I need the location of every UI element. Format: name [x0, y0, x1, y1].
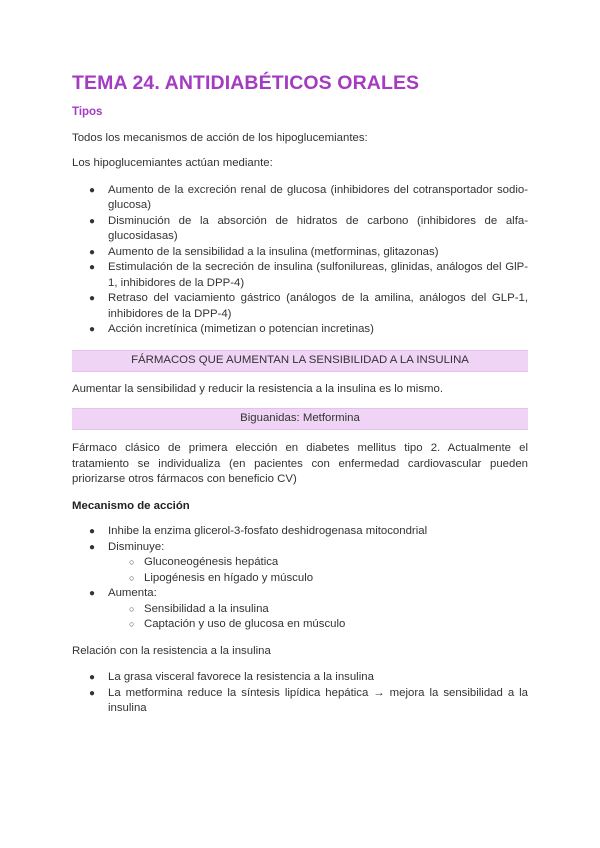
sub-bullet-icon: ○: [129, 557, 135, 567]
bullet-icon: ●: [89, 687, 96, 699]
sub-list: [108, 555, 528, 586]
list-item: ● Aumenta: ○ Sensibilidad a la insulina ○ Captación y uso de glucosa en músculo: [72, 586, 528, 633]
mechanism-list: [72, 524, 528, 633]
sub-list-item: ○ Sensibilidad a la insulina: [72, 602, 528, 618]
bullet-icon: ●: [89, 324, 96, 335]
sub-bullet-icon: ○: [129, 572, 135, 583]
bullet-icon: ●: [89, 672, 96, 683]
list-item: ● Disminuye: ○ Gluconeogénesis hepática ○ Lipogénesis en hígado y músculo: [72, 540, 528, 587]
bullet-icon: ●: [89, 541, 96, 553]
sub-bullet-icon: ○: [129, 619, 135, 629]
sub-list-item: ○ Captación y uso de glucosa en músculo: [72, 617, 528, 633]
list-item: ● Inhibe la enzima glicerol-3-fosfato deshidrogenasa mitocondrial: [72, 524, 528, 540]
section-subtitle: Tipos: [72, 106, 103, 118]
bullet-icon: ●: [89, 184, 96, 196]
types-list: [72, 183, 528, 338]
list-item: ● Retraso del vaciamiento gástrico (análogos de la amilina, análogos del GLP-1, inhibidores de la DPP-4): [89, 292, 528, 320]
sub-list: [108, 602, 528, 633]
intro-paragraph: Todos los mecanismos de acción de los hipoglucemiantes:: [72, 131, 368, 144]
bullet-icon: ●: [89, 293, 96, 304]
sensitivity-paragraph: Aumentar la sensibilidad y reducir la resistencia a la insulina es lo mismo.: [72, 383, 443, 395]
list-item: ● Aumento de la sensibilidad a la insulina (metforminas, glitazonas): [72, 245, 528, 261]
sub-bullet-icon: ○: [129, 603, 135, 614]
page-title: TEMA 24. ANTIDIABÉTICOS ORALES: [72, 72, 420, 94]
list-item: ● Acción incretínica (mimetizan o potencian incretinas): [72, 322, 528, 338]
intro-paragraph: Los hipoglucemiantes actúan mediante:: [72, 157, 273, 169]
list-item: ● Aumento de la excreción renal de glucosa (inhibidores del cotransportador sodio-glucosa): [89, 183, 528, 211]
sub-list-item: ○ Gluconeogénesis hepática: [72, 555, 528, 571]
list-item: ● La metformina reduce la síntesis lipídica hepática → mejora la sensibilidad a la insulina: [89, 686, 528, 714]
list-item: ● Estimulación de la secreción de insulina (sulfonilureas, glinidas, análogos del GlP-1, inhibidores de la DPP-4): [89, 261, 528, 289]
bullet-icon: ●: [89, 246, 96, 258]
relation-list: [72, 670, 528, 717]
list-item: ● Disminución de la absorción de hidratos de carbono (inhibidores de alfa-glucosidasas): [89, 214, 528, 242]
bullet-icon: ●: [89, 262, 96, 273]
relation-heading: Relación con la resistencia a la insulina: [72, 644, 271, 657]
document-content: [72, 70, 528, 717]
bullet-icon: ●: [89, 526, 96, 537]
drug-banner: Biguanidas: Metformina: [72, 408, 528, 431]
section-banner: FÁRMACOS QUE AUMENTAN LA SENSIBILIDAD A LA INSULINA: [72, 350, 528, 373]
drug-paragraph: Fármaco clásico de primera elección en diabetes mellitus tipo 2. Actualmente el tratamiento se individualiza (en pacientes con enfermedad cardiovascular pueden priorizarse otros fármacos con beneficio CV): [72, 442, 528, 485]
bullet-icon: ●: [89, 215, 96, 227]
sub-list-item: ○ Lipogénesis en hígado y músculo: [72, 571, 528, 587]
bullet-icon: ●: [89, 588, 96, 599]
list-item: ● La grasa visceral favorece la resistencia a la insulina: [72, 670, 528, 686]
mechanism-heading: Mecanismo de acción: [72, 499, 190, 512]
